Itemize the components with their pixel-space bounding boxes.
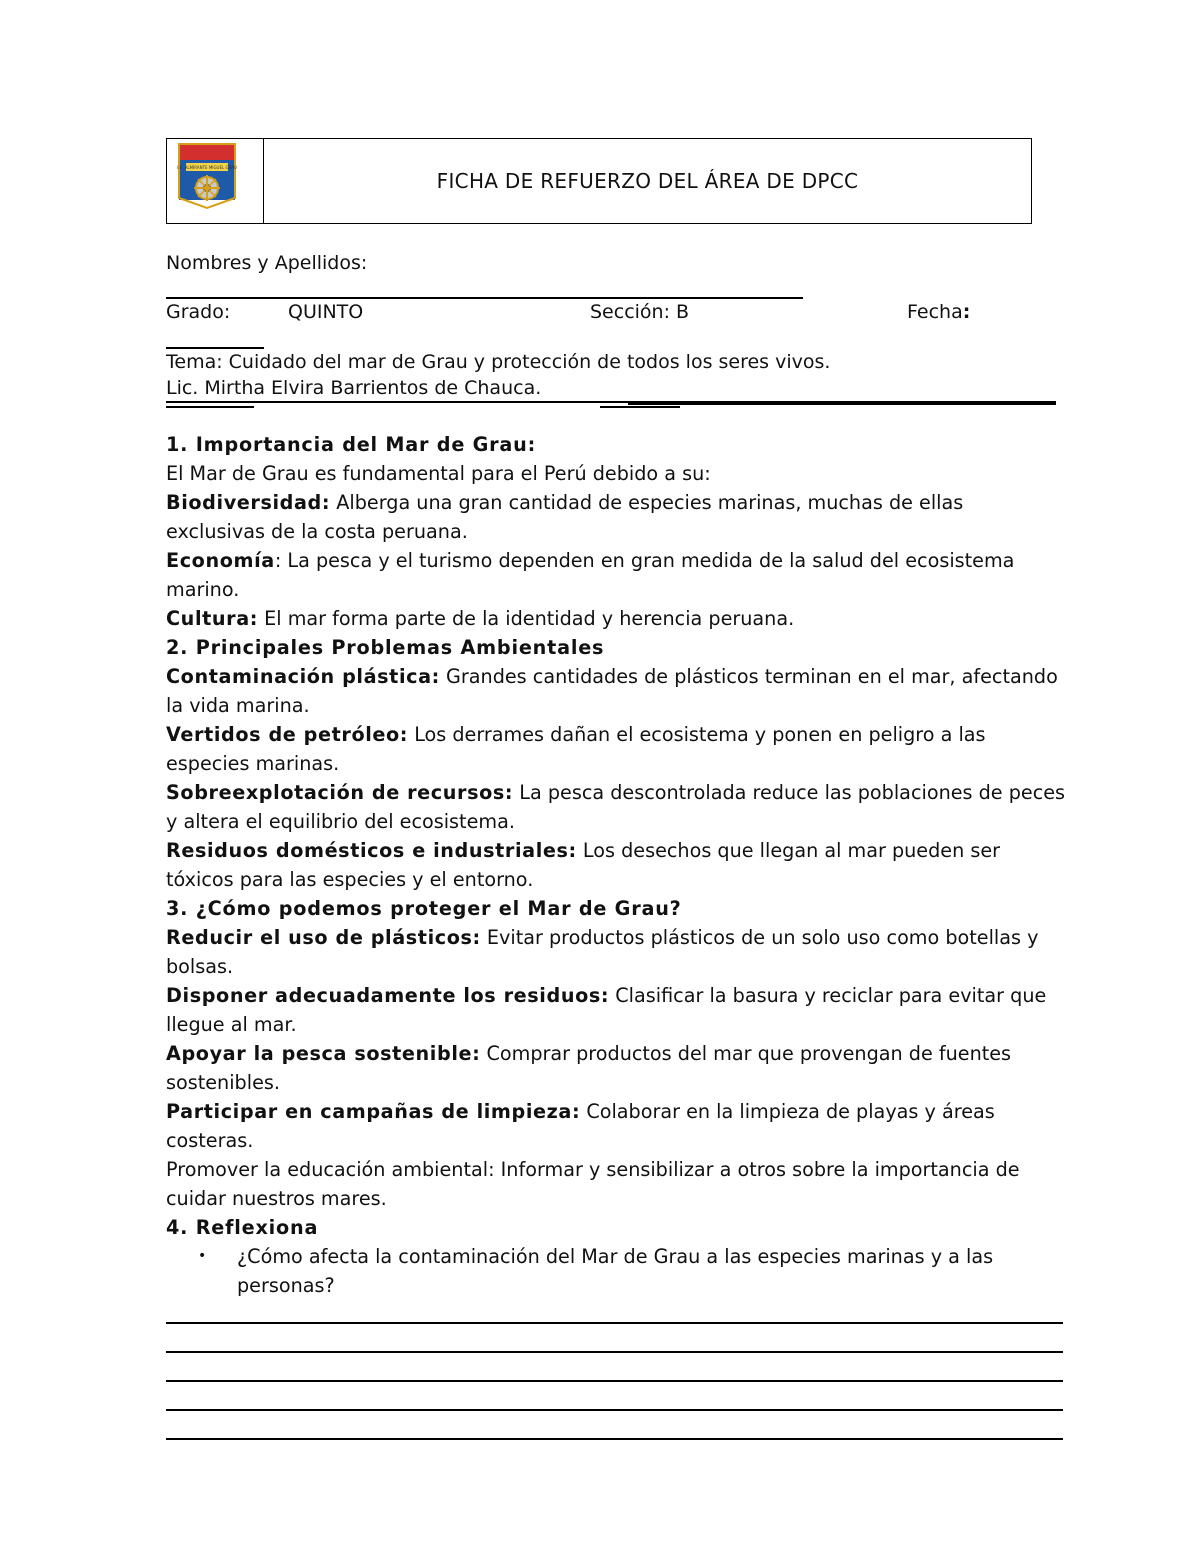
topic-underline-mid xyxy=(600,406,680,408)
grade-value: QUINTO xyxy=(288,301,364,323)
section-2-item xyxy=(166,778,1066,836)
date-colon: : xyxy=(962,301,971,323)
logo-cell xyxy=(167,139,264,223)
item-text: Comprar productos del mar que provengan de fuentes sostenibles. xyxy=(166,1042,1012,1094)
topic-underline-thick xyxy=(628,401,1056,405)
svg-text:I.E. ALMIRANTE MIGUEL GRAU: I.E. ALMIRANTE MIGUEL GRAU xyxy=(177,165,237,170)
item-label: Sobreexplotación de recursos: xyxy=(166,781,514,804)
item-label: Contaminación plástica: xyxy=(166,665,440,688)
main-content xyxy=(166,430,1066,1300)
item-label: Cultura: xyxy=(166,607,259,630)
bullet-icon: • xyxy=(198,1248,207,1264)
section-3-heading: 3. ¿Cómo podemos proteger el Mar de Grau? xyxy=(166,897,682,920)
question-text: ¿Cómo afecta la contaminación del Mar de Grau a las especies marinas y a las personas? xyxy=(237,1245,994,1297)
section-label: Sección: B xyxy=(590,301,690,323)
date-label xyxy=(907,301,970,323)
name-line[interactable] xyxy=(166,297,803,299)
item-label: Reducir el uso de plásticos: xyxy=(166,926,481,949)
item-label: Biodiversidad: xyxy=(166,491,331,514)
grade-label: Grado: xyxy=(166,301,231,323)
section-1-heading: 1. Importancia del Mar de Grau: xyxy=(166,433,537,456)
section-2-item xyxy=(166,720,1066,778)
author-text: Lic. Mirtha Elvira Barrientos de Chauca. xyxy=(166,377,542,399)
item-text: Los desechos que llegan al mar pueden ser tóxicos para las especies y el entorno. xyxy=(166,839,1001,891)
section-4-heading: 4. Reflexiona xyxy=(166,1216,319,1239)
item-label: Participar en campañas de limpieza: xyxy=(166,1100,581,1123)
header-table xyxy=(166,138,1032,224)
date-label-text: Fecha xyxy=(907,301,963,323)
item-text: Evitar productos plásticos de un solo uso como botellas y bolsas. xyxy=(166,926,1039,978)
section-3-extra: Promover la educación ambiental: Informar y sensibilizar a otros sobre la importancia de cuidar nuestros mares. xyxy=(166,1158,1020,1210)
date-line[interactable] xyxy=(166,347,264,349)
item-label: Residuos domésticos e industriales: xyxy=(166,839,577,862)
section-3-item xyxy=(166,981,1066,1039)
section-3-item xyxy=(166,1097,1066,1155)
item-label: Apoyar la pesca sostenible: xyxy=(166,1042,481,1065)
answer-line[interactable] xyxy=(166,1351,1063,1353)
item-text: Alberga una gran cantidad de especies marinas, muchas de ellas exclusivas de la costa peruana. xyxy=(166,491,964,543)
item-text: Colaborar en la limpieza de playas y áreas costeras. xyxy=(166,1100,995,1152)
item-label: Vertidos de petróleo: xyxy=(166,723,409,746)
item-text: La pesca descontrolada reduce las poblaciones de peces y altera el equilibrio del ecosistema. xyxy=(166,781,1066,833)
item-text: : La pesca y el turismo dependen en gran medida de la salud del ecosistema marino. xyxy=(166,549,1015,601)
section-3-item xyxy=(166,1039,1066,1097)
section-2-item xyxy=(166,836,1066,894)
item-text: Los derrames dañan el ecosistema y ponen en peligro a las especies marinas. xyxy=(166,723,986,775)
section-2-heading: 2. Principales Problemas Ambientales xyxy=(166,636,605,659)
item-label: Disponer adecuadamente los residuos: xyxy=(166,984,610,1007)
topic-underline-left xyxy=(166,406,254,408)
section-3-item xyxy=(166,923,1066,981)
item-text: Clasificar la basura y reciclar para evitar que llegue al mar. xyxy=(166,984,1047,1036)
item-label: Economía xyxy=(166,549,275,572)
topic-text: Tema: Cuidado del mar de Grau y protección de todos los seres vivos. xyxy=(166,351,831,373)
reflection-question xyxy=(166,1242,1066,1300)
page-title: FICHA DE REFUERZO DEL ÁREA DE DPCC xyxy=(436,169,859,193)
answer-line[interactable] xyxy=(166,1438,1063,1440)
section-1-item xyxy=(166,546,1066,604)
item-text: El mar forma parte de la identidad y herencia peruana. xyxy=(258,607,795,630)
item-text: Grandes cantidades de plásticos terminan en el mar, afectando la vida marina. xyxy=(166,665,1058,717)
section-1-item xyxy=(166,488,1066,546)
section-2-item xyxy=(166,662,1066,720)
section-1-intro: El Mar de Grau es fundamental para el Perú debido a su: xyxy=(166,462,711,485)
section-1-item xyxy=(166,604,1066,633)
answer-line[interactable] xyxy=(166,1380,1063,1382)
answer-line[interactable] xyxy=(166,1322,1063,1324)
school-logo xyxy=(176,142,238,210)
name-label: Nombres y Apellidos: xyxy=(166,252,368,274)
answer-line[interactable] xyxy=(166,1409,1063,1411)
